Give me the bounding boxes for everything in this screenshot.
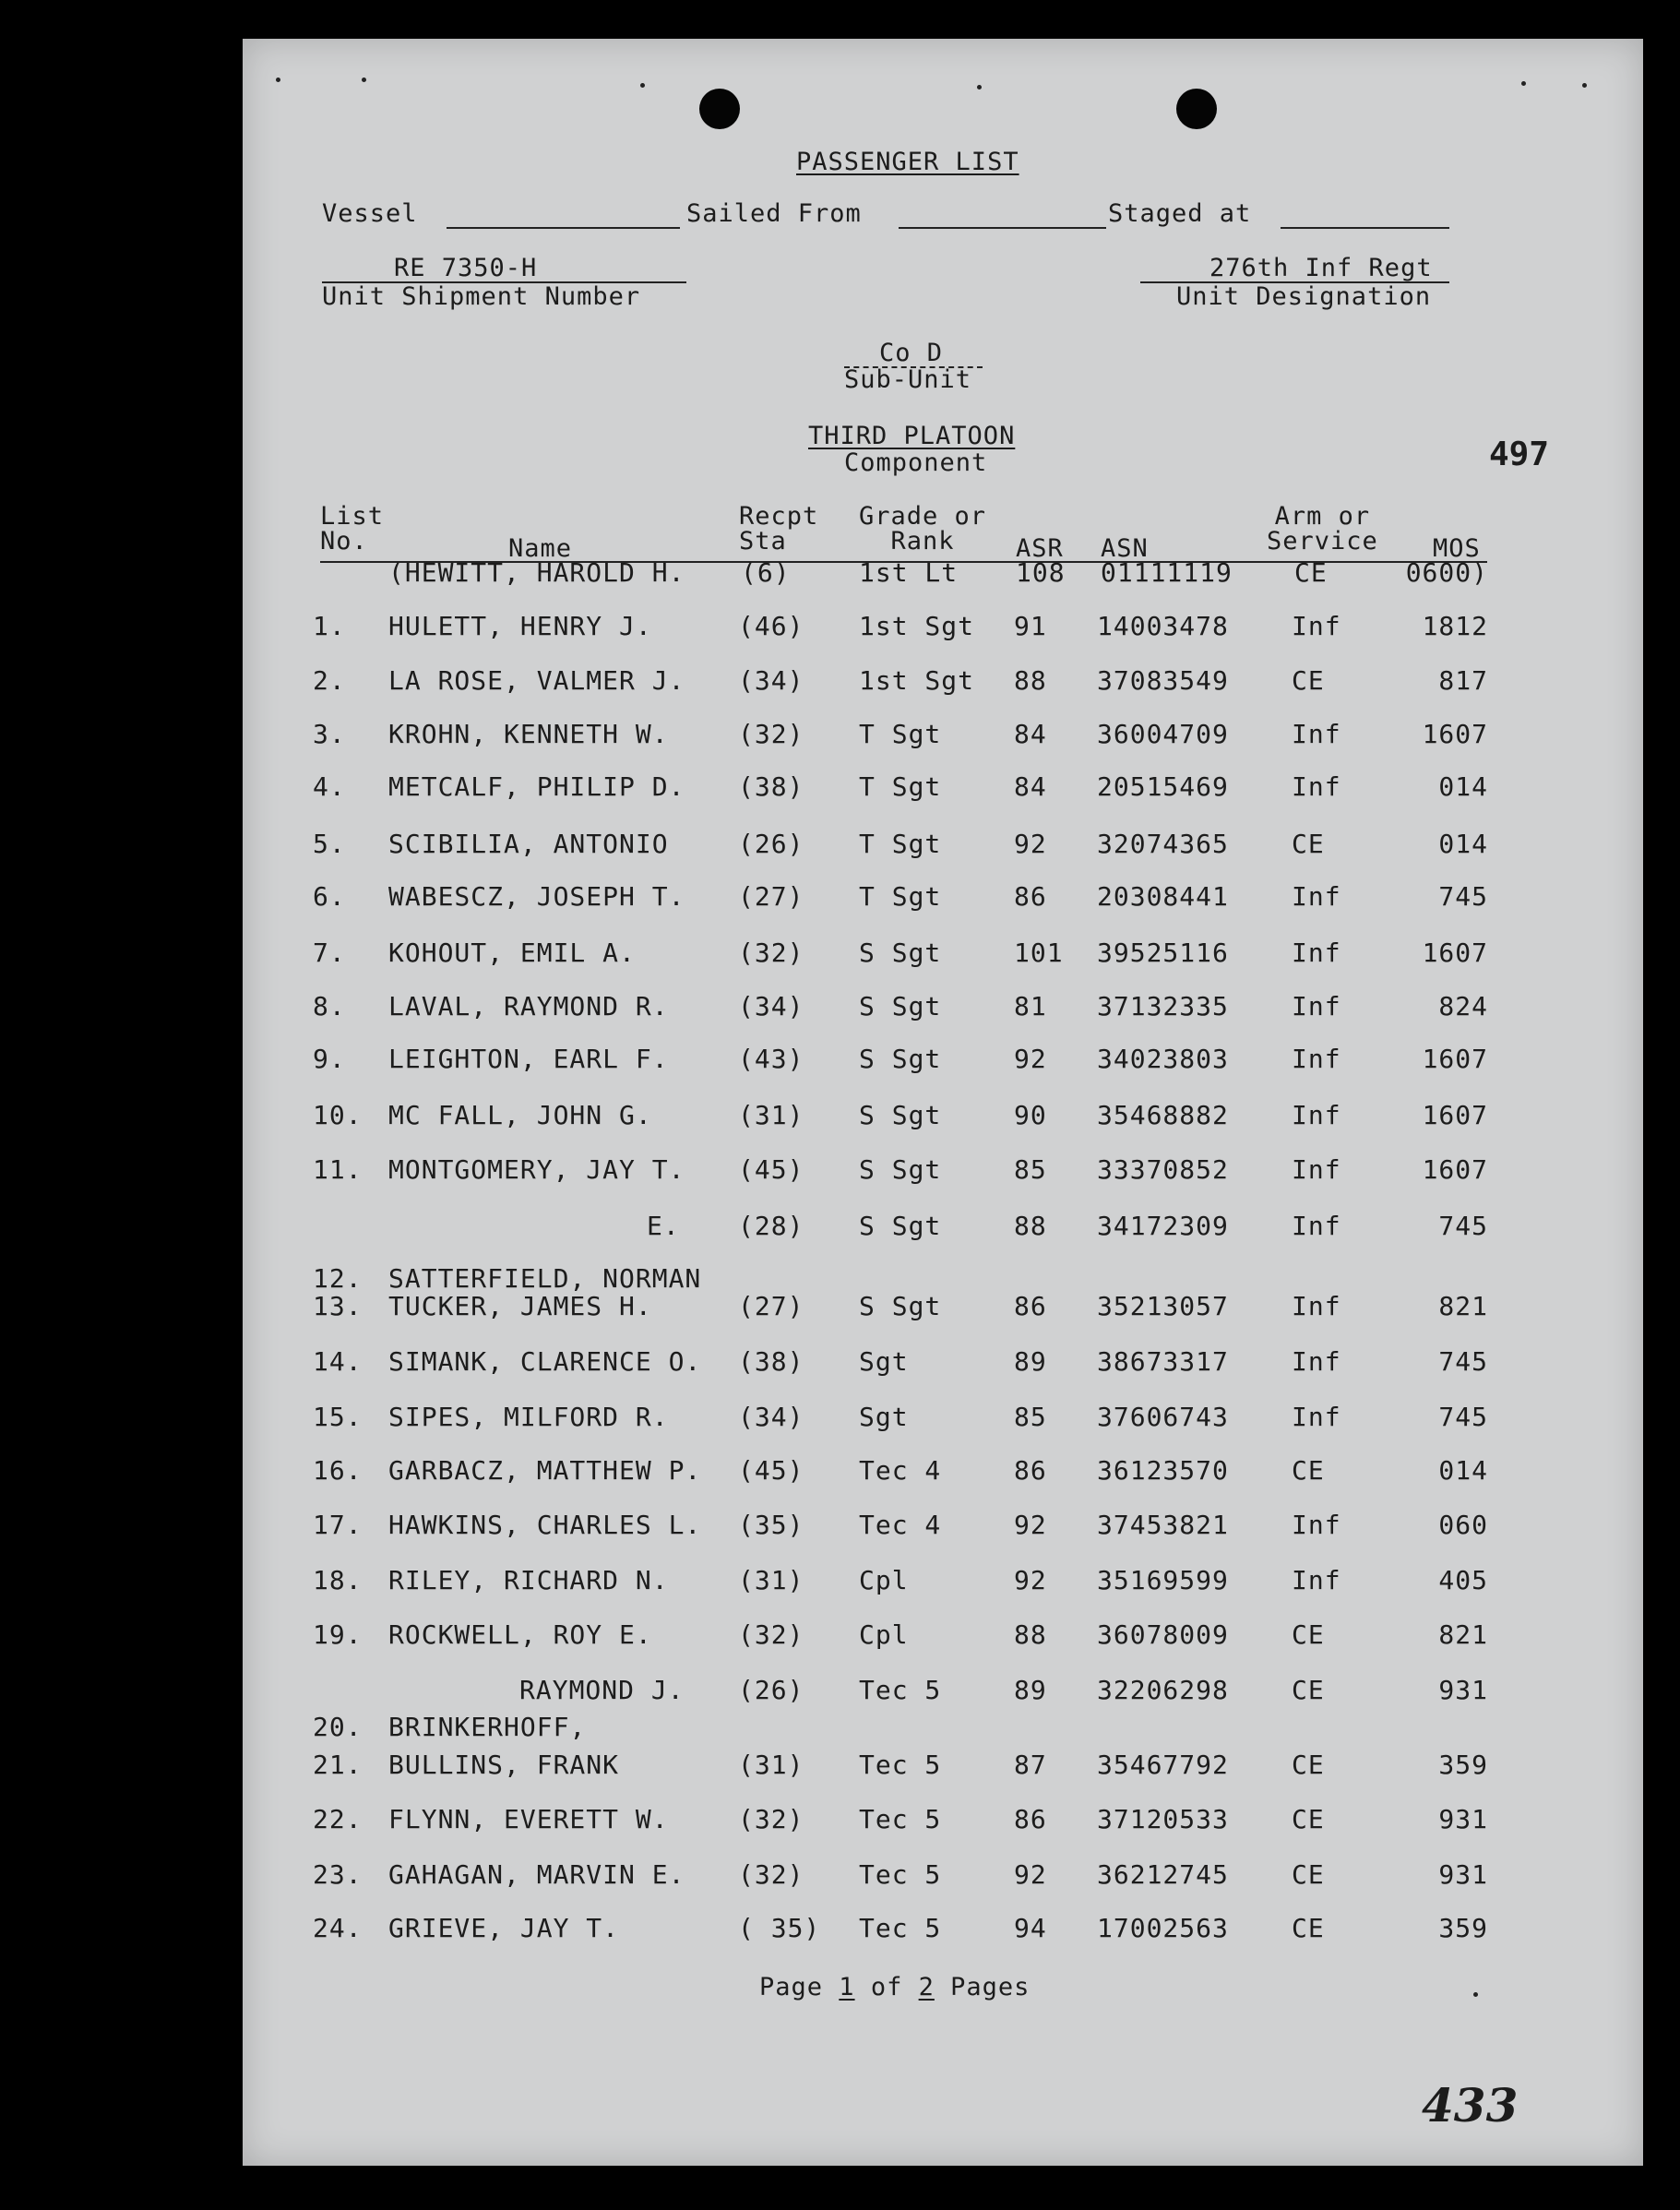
row-number: 8. [313,991,346,1021]
component: THIRD PLATOON [808,422,1016,450]
row-grade: S Sgt [859,1044,942,1074]
row-mos: 405 [1438,1565,1488,1595]
row-name-continued: RAYMOND J. [519,1675,685,1705]
table-row [243,1510,1643,1550]
row-arm: Inf [1292,1402,1341,1432]
officer-row [243,557,1643,598]
row-grade: 1st Sgt [859,665,975,696]
punch-hole-left [699,89,740,129]
table-row [243,1750,1643,1790]
row-asr: 92 [1014,829,1047,859]
table-row [243,1804,1643,1845]
row-asr: 85 [1014,1402,1047,1432]
row-sta: (31) [738,1750,804,1780]
row-sta: (32) [738,1804,804,1834]
row-arm: CE [1292,1750,1325,1780]
row-asn: 36078009 [1097,1619,1229,1650]
row-number: 9. [313,1044,346,1074]
row-asn: 35169599 [1097,1565,1229,1595]
row-sta: (38) [738,1346,804,1377]
sub-unit: Co D [879,339,944,367]
row-name: WABESCZ, JOSEPH T. [388,881,685,912]
col-recpt-sta [739,502,818,555]
officer-arm: CE [1294,557,1328,588]
row-number: 5. [313,829,346,859]
officer-asr: 108 [1016,557,1066,588]
row-mos: 821 [1438,1619,1488,1650]
unit-designation-label: Unit Designation [1176,282,1432,311]
row-mos: 745 [1438,881,1488,912]
row-arm: Inf [1292,1510,1341,1540]
officer-sta: (6) [741,557,791,588]
table-row [243,611,1643,651]
row-asn: 37132335 [1097,991,1229,1021]
row-sta: (38) [738,771,804,802]
row-name: MONTGOMERY, JAY T. [388,1154,685,1185]
row-number: 2. [313,665,346,696]
speck [1582,83,1587,88]
row-sta: (32) [738,938,804,968]
row-sta: (46) [738,611,804,641]
speck [1521,81,1526,86]
row-name: FLYNN, EVERETT W. [388,1804,669,1834]
table-row [243,719,1643,759]
row-name: TUCKER, JAMES H. [388,1291,652,1321]
row-arm: CE [1292,665,1325,696]
row-asn: 20515469 [1097,771,1229,802]
row-mos: 060 [1438,1510,1488,1540]
row-sta: (27) [738,881,804,912]
sailed-from-blank [899,227,1106,229]
page-footer [759,1973,1030,2001]
col-list-no-line2: No. [320,527,368,555]
page-total: 2 [918,1973,935,2001]
row-mos: 014 [1438,1455,1488,1486]
table-row [243,1675,1643,1715]
row-arm: CE [1292,1675,1325,1705]
row-arm: CE [1292,829,1325,859]
row-sta: (34) [738,1402,804,1432]
speck [640,83,645,88]
row-mos: 931 [1438,1804,1488,1834]
row-asr: 86 [1014,1455,1047,1486]
row-asn: 35467792 [1097,1750,1229,1780]
row-sta: (34) [738,991,804,1021]
row-arm: Inf [1292,611,1341,641]
row-arm: Inf [1292,1154,1341,1185]
row-sta: (45) [738,1455,804,1486]
row-name: LEIGHTON, EARL F. [388,1044,669,1074]
row-mos: 359 [1438,1913,1488,1943]
row-sta: (31) [738,1100,804,1130]
officer-name: (HEWITT, HAROLD H. [388,557,685,588]
row-mos: 821 [1438,1291,1488,1321]
row-arm: CE [1292,1913,1325,1943]
officer-asn: 01111119 [1101,557,1233,588]
row-number: 15. [313,1402,363,1432]
table-row [243,1211,1643,1251]
row-grade: S Sgt [859,1100,942,1130]
row-name: HAWKINS, CHARLES L. [388,1510,702,1540]
row-asr: 81 [1014,991,1047,1021]
col-grade-line2: Rank [890,527,955,555]
row-arm: CE [1292,1804,1325,1834]
row-grade: S Sgt [859,938,942,968]
row-grade: Tec 5 [859,1913,942,1943]
row-grade: T Sgt [859,719,942,749]
row-asr: 101 [1014,938,1064,968]
row-asr: 84 [1014,719,1047,749]
row-sta: (45) [738,1154,804,1185]
row-mos: 824 [1438,991,1488,1021]
page-prefix: Page [759,1973,824,2001]
row-asr: 91 [1014,611,1047,641]
table-row-name-line [243,1712,1643,1752]
row-number: 23. [313,1859,363,1890]
vessel-blank [447,227,680,229]
row-name: GAHAGAN, MARVIN E. [388,1859,685,1890]
table-row [243,1154,1643,1195]
row-grade: Tec 4 [859,1510,942,1540]
unit-shipment-number: RE 7350-H [394,254,538,282]
row-arm: CE [1292,1859,1325,1890]
row-grade: Tec 5 [859,1859,942,1890]
document-sheet [243,39,1643,2166]
row-grade: S Sgt [859,1211,942,1241]
row-mos: 359 [1438,1750,1488,1780]
punch-hole-right [1176,89,1217,129]
page-of: of [870,1973,903,2001]
row-arm: Inf [1292,1346,1341,1377]
vessel-label: Vessel [322,199,418,228]
row-asr: 88 [1014,1619,1047,1650]
row-arm: Inf [1292,1100,1341,1130]
row-mos: 1812 [1422,611,1488,641]
row-name: LA ROSE, VALMER J. [388,665,685,696]
row-grade: Tec 5 [859,1750,942,1780]
row-asn: 33370852 [1097,1154,1229,1185]
row-asr: 86 [1014,1804,1047,1834]
row-asn: 37453821 [1097,1510,1229,1540]
row-mos: 014 [1438,771,1488,802]
row-asr: 86 [1014,881,1047,912]
speck [276,78,280,82]
row-arm: Inf [1292,938,1341,968]
row-asr: 88 [1014,665,1047,696]
page-suffix: Pages [950,1973,1031,2001]
row-number: 6. [313,881,346,912]
table-row [243,1044,1643,1084]
row-grade: 1st Sgt [859,611,975,641]
row-sta: (31) [738,1565,804,1595]
officer-grade: 1st Lt [859,557,959,588]
row-sta: (34) [738,665,804,696]
document-title: PASSENGER LIST [796,148,1019,176]
row-name: BRINKERHOFF, [388,1712,587,1742]
row-mos: 817 [1438,665,1488,696]
row-number: 7. [313,938,346,968]
col-name: Name [508,534,573,563]
row-number: 22. [313,1804,363,1834]
row-grade: Tec 4 [859,1455,942,1486]
row-name: SIMANK, CLARENCE O. [388,1346,702,1377]
handwritten-number: 433 [1422,2078,1519,2132]
row-grade: S Sgt [859,1154,942,1185]
row-sta: (35) [738,1510,804,1540]
table-row [243,665,1643,706]
row-sta: (32) [738,719,804,749]
row-number: 18. [313,1565,363,1595]
row-number: 17. [313,1510,363,1540]
row-mos: 1607 [1422,719,1488,749]
row-asn: 37083549 [1097,665,1229,696]
row-grade: Tec 5 [859,1804,942,1834]
row-name: GARBACZ, MATTHEW P. [388,1455,702,1486]
row-arm: Inf [1292,1565,1341,1595]
row-grade: S Sgt [859,991,942,1021]
speck [977,85,982,90]
col-list-no-line1: List [320,502,385,531]
table-row [243,1565,1643,1606]
row-grade: Cpl [859,1565,909,1595]
col-asr: ASR [1016,534,1064,563]
row-number: 1. [313,611,346,641]
row-name: KOHOUT, EMIL A. [388,938,636,968]
row-name: LAVAL, RAYMOND R. [388,991,669,1021]
row-mos: 1607 [1422,1154,1488,1185]
unit-designation: 276th Inf Regt [1209,254,1433,282]
row-asr: 88 [1014,1211,1047,1241]
table-row [243,1619,1643,1660]
row-asr: 86 [1014,1291,1047,1321]
staged-at-blank [1281,227,1449,229]
row-asr: 87 [1014,1750,1047,1780]
row-mos: 745 [1438,1211,1488,1241]
row-name: MC FALL, JOHN G. [388,1100,652,1130]
row-asr: 89 [1014,1346,1047,1377]
row-grade: Sgt [859,1346,909,1377]
row-number: 11. [313,1154,363,1185]
row-asn: 37606743 [1097,1402,1229,1432]
table-row [243,1455,1643,1496]
row-asr: 94 [1014,1913,1047,1943]
row-grade: T Sgt [859,881,942,912]
table-row [243,1913,1643,1953]
row-asn: 34172309 [1097,1211,1229,1241]
row-mos: 1607 [1422,938,1488,968]
table-row [243,1100,1643,1141]
col-grade-line1: Grade or [859,502,987,531]
row-name: HULETT, HENRY J. [388,611,652,641]
row-asn: 37120533 [1097,1804,1229,1834]
row-asn: 34023803 [1097,1044,1229,1074]
row-asr: 89 [1014,1675,1047,1705]
row-asn: 20308441 [1097,881,1229,912]
row-asn: 32074365 [1097,829,1229,859]
row-grade: T Sgt [859,829,942,859]
col-arm-line1: Arm or [1274,502,1371,531]
table-row [243,938,1643,978]
col-mos: MOS [1433,534,1481,563]
row-sta: (26) [738,1675,804,1705]
row-sta: (27) [738,1291,804,1321]
row-arm: Inf [1292,1211,1341,1241]
row-number: 16. [313,1455,363,1486]
row-asr: 92 [1014,1044,1047,1074]
row-name: ROCKWELL, ROY E. [388,1619,652,1650]
row-asn: 17002563 [1097,1913,1229,1943]
col-recpt-line2: Sta [739,527,787,555]
row-mos: 931 [1438,1675,1488,1705]
row-sta: ( 35) [738,1913,821,1943]
row-grade: Sgt [859,1402,909,1432]
row-sta: (43) [738,1044,804,1074]
row-grade: Cpl [859,1619,909,1650]
row-asn: 38673317 [1097,1346,1229,1377]
col-arm [1267,502,1378,555]
row-asn: 14003478 [1097,611,1229,641]
row-asr: 85 [1014,1154,1047,1185]
row-arm: Inf [1292,719,1341,749]
row-number: 24. [313,1913,363,1943]
row-arm: CE [1292,1455,1325,1486]
table-row [243,829,1643,869]
row-arm: Inf [1292,1291,1341,1321]
row-arm: CE [1292,1619,1325,1650]
row-asn: 39525116 [1097,938,1229,968]
row-asr: 92 [1014,1859,1047,1890]
component-label: Component [844,448,988,477]
row-asr: 92 [1014,1510,1047,1540]
row-name: RILEY, RICHARD N. [388,1565,669,1595]
row-grade: S Sgt [859,1291,942,1321]
row-name: SIPES, MILFORD R. [388,1402,669,1432]
staged-at-label: Staged at [1108,199,1252,228]
row-grade: T Sgt [859,771,942,802]
row-number: 4. [313,771,346,802]
row-mos: 1607 [1422,1100,1488,1130]
table-row [243,1402,1643,1442]
row-mos: 014 [1438,829,1488,859]
speck [362,78,366,82]
unit-shipment-label: Unit Shipment Number [322,282,641,311]
row-number: 12. [313,1263,363,1294]
row-number: 13. [313,1291,363,1321]
col-grade [859,502,986,555]
row-name: SCIBILIA, ANTONIO [388,829,669,859]
row-number: 19. [313,1619,363,1650]
speck [1473,1992,1478,1997]
row-asr: 92 [1014,1565,1047,1595]
stamp-number: 497 [1489,436,1550,473]
row-asn: 32206298 [1097,1675,1229,1705]
page-number: 1 [839,1973,855,2001]
row-name: METCALF, PHILIP D. [388,771,685,802]
row-name: KROHN, KENNETH W. [388,719,669,749]
row-arm: Inf [1292,991,1341,1021]
row-sta: (32) [738,1619,804,1650]
row-asn: 35468882 [1097,1100,1229,1130]
sailed-from-label: Sailed From [686,199,862,228]
officer-mos: 0600) [1405,557,1488,588]
row-number: 20. [313,1712,363,1742]
table-row [243,1291,1643,1332]
row-mos: 745 [1438,1346,1488,1377]
row-name-continued: E. [647,1211,680,1241]
table-row [243,771,1643,812]
row-asn: 36004709 [1097,719,1229,749]
table-row [243,1859,1643,1900]
table-row [243,991,1643,1032]
col-arm-line2: Service [1267,527,1378,555]
row-sta: (28) [738,1211,804,1241]
row-number: 10. [313,1100,363,1130]
sub-unit-label: Sub-Unit [844,365,972,394]
col-asn: ASN [1101,534,1149,563]
row-number: 14. [313,1346,363,1377]
row-mos: 931 [1438,1859,1488,1890]
row-mos: 1607 [1422,1044,1488,1074]
row-number: 21. [313,1750,363,1780]
col-list-no [320,502,384,555]
row-arm: Inf [1292,881,1341,912]
table-row [243,881,1643,922]
row-name: GRIEVE, JAY T. [388,1913,620,1943]
row-sta: (26) [738,829,804,859]
row-mos: 745 [1438,1402,1488,1432]
row-grade: Tec 5 [859,1675,942,1705]
row-asn: 36123570 [1097,1455,1229,1486]
row-asn: 35213057 [1097,1291,1229,1321]
row-arm: Inf [1292,771,1341,802]
table-row [243,1346,1643,1387]
row-number: 3. [313,719,346,749]
row-arm: Inf [1292,1044,1341,1074]
row-sta: (32) [738,1859,804,1890]
row-name: SATTERFIELD, NORMAN [388,1263,702,1294]
col-recpt-line1: Recpt [739,502,819,531]
row-name: BULLINS, FRANK [388,1750,620,1780]
row-asr: 84 [1014,771,1047,802]
row-asn: 36212745 [1097,1859,1229,1890]
row-asr: 90 [1014,1100,1047,1130]
